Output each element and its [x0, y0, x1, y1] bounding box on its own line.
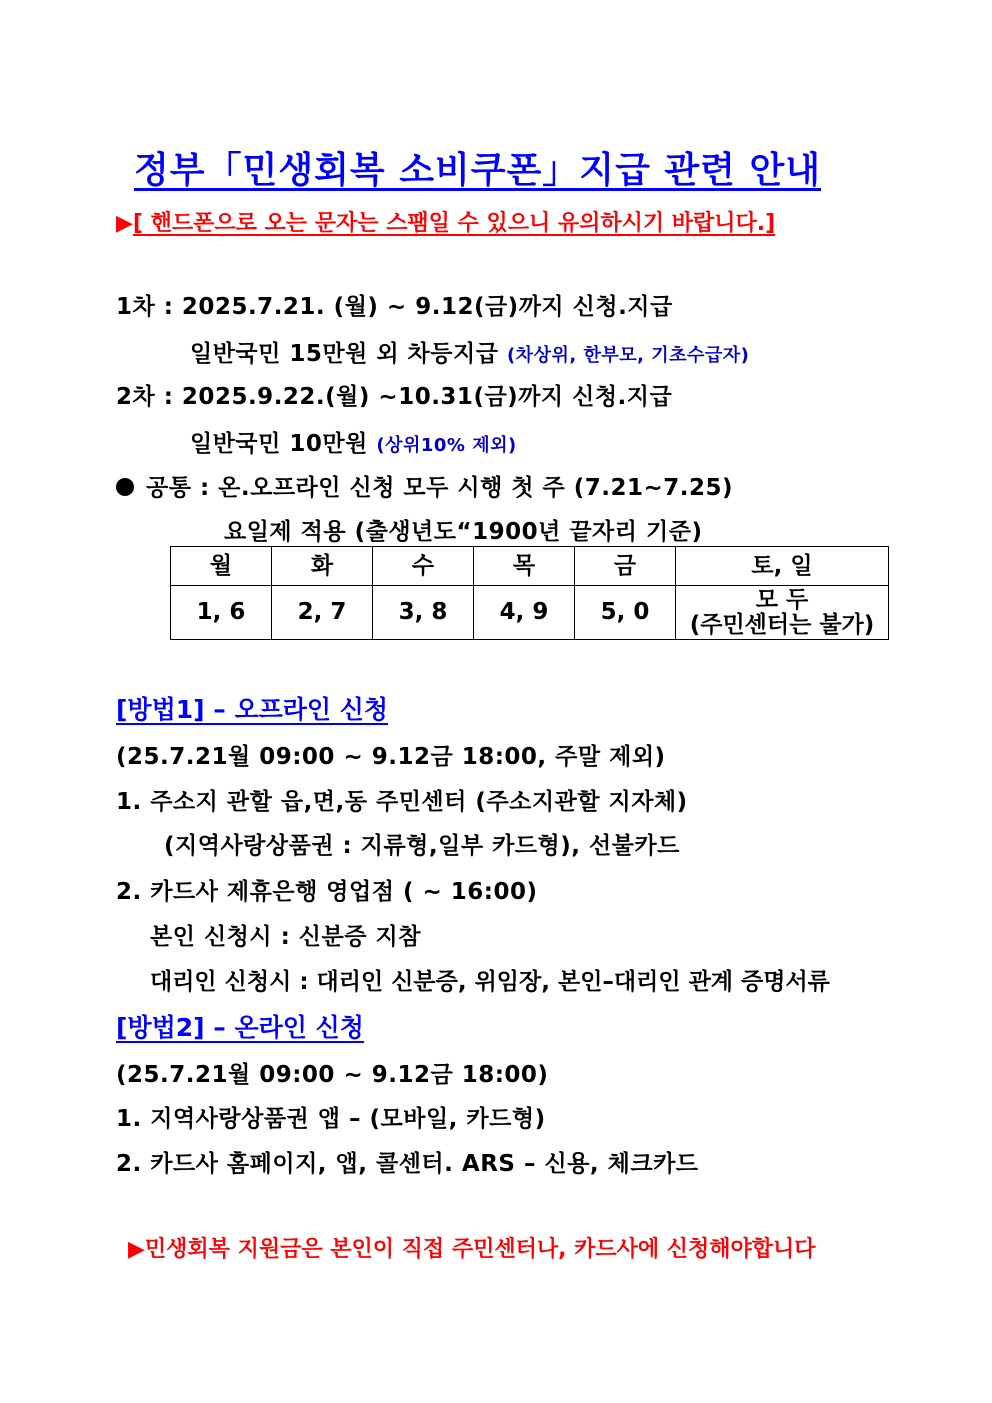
- round1-line: 1차 : 2025.7.21. (월) ~ 9.12(금)까지 신청.지급: [116, 294, 673, 320]
- method1-item2: 2. 카드사 제휴은행 영업점 ( ~ 16:00): [116, 879, 538, 905]
- birth-year-schedule-table: [170, 546, 889, 640]
- method1-period: (25.7.21월 09:00 ~ 9.12금 18:00, 주말 제외): [116, 744, 666, 770]
- page-title: 정부「민생회복 소비쿠폰」지급 관련 안내: [134, 150, 822, 191]
- schedule-header-cell: 목: [474, 547, 575, 586]
- method1-item1: 1. 주소지 관할 읍,면,동 주민센터 (주소지관할 지자체): [116, 789, 688, 815]
- spam-warning: [116, 206, 775, 237]
- common-line: 공통 : 온.오프라인 신청 모두 시행 첫 주 (7.21~7.25): [146, 475, 734, 501]
- method2-item2: 2. 카드사 홈페이지, 앱, 콜센터. ARS – 신용, 체크카드: [116, 1151, 699, 1177]
- schedule-value-row: [171, 586, 889, 640]
- round2-detail-row: [190, 425, 517, 458]
- round2-line: 2차 : 2025.9.22.(월) ~10.31(금)까지 신청.지급: [116, 384, 673, 410]
- schedule-header-row: [171, 547, 889, 586]
- schedule-weekend-cell: [676, 586, 889, 640]
- schedule-value-cell: 4, 9: [474, 586, 575, 640]
- method1-item2-sub2: 대리인 신청시 : 대리인 신분증, 위임장, 본인–대리인 관계 증명서류: [150, 969, 830, 995]
- round1-detail: 일반국민 15만원 외 차등지급: [190, 341, 499, 367]
- closing-notice: ▶민생회복 지원금은 본인이 직접 주민센터나, 카드사에 신청해야합니다: [128, 1237, 816, 1262]
- method2-heading: [방법2] – 온라인 신청: [116, 1013, 364, 1042]
- round2-detail: 일반국민 10만원: [190, 431, 368, 457]
- schedule-header-cell: 금: [575, 547, 676, 586]
- round2-note: (상위10% 제외): [376, 435, 517, 456]
- schedule-header-cell: 수: [373, 547, 474, 586]
- method1-item2-sub1: 본인 신청시 : 신분증 지참: [150, 924, 421, 950]
- warning-text: [ 핸드폰으로 오는 문자는 스팸일 수 있으니 유의하시기 바랍니다.]: [132, 211, 776, 236]
- weekend-line1: 모 두: [755, 587, 809, 614]
- schedule-header-cell: 토, 일: [676, 547, 889, 586]
- common-sub: 요일제 적용 (출생년도“1900년 끝자리 기준): [224, 519, 703, 545]
- round1-detail-row: [190, 335, 749, 368]
- method1-item1-sub: (지역사랑상품권 : 지류형,일부 카드형), 선불카드: [164, 833, 680, 859]
- method2-period: (25.7.21월 09:00 ~ 9.12금 18:00): [116, 1062, 549, 1088]
- schedule-header-cell: 화: [272, 547, 373, 586]
- weekend-line2: (주민센터는 불가): [689, 611, 875, 638]
- schedule-value-cell: 2, 7: [272, 586, 373, 640]
- schedule-header-cell: 월: [171, 547, 272, 586]
- schedule-value-cell: 5, 0: [575, 586, 676, 640]
- method2-item1: 1. 지역사랑상품권 앱 – (모바일, 카드형): [116, 1106, 546, 1132]
- schedule-value-cell: 1, 6: [171, 586, 272, 640]
- round1-note: (차상위, 한부모, 기초수급자): [506, 345, 750, 366]
- bullet-icon: [116, 478, 134, 496]
- common-row: [116, 469, 733, 502]
- schedule-value-cell: 3, 8: [373, 586, 474, 640]
- method1-heading: [방법1] – 오프라인 신청: [116, 695, 389, 724]
- warning-marker-icon: ▶: [116, 211, 133, 236]
